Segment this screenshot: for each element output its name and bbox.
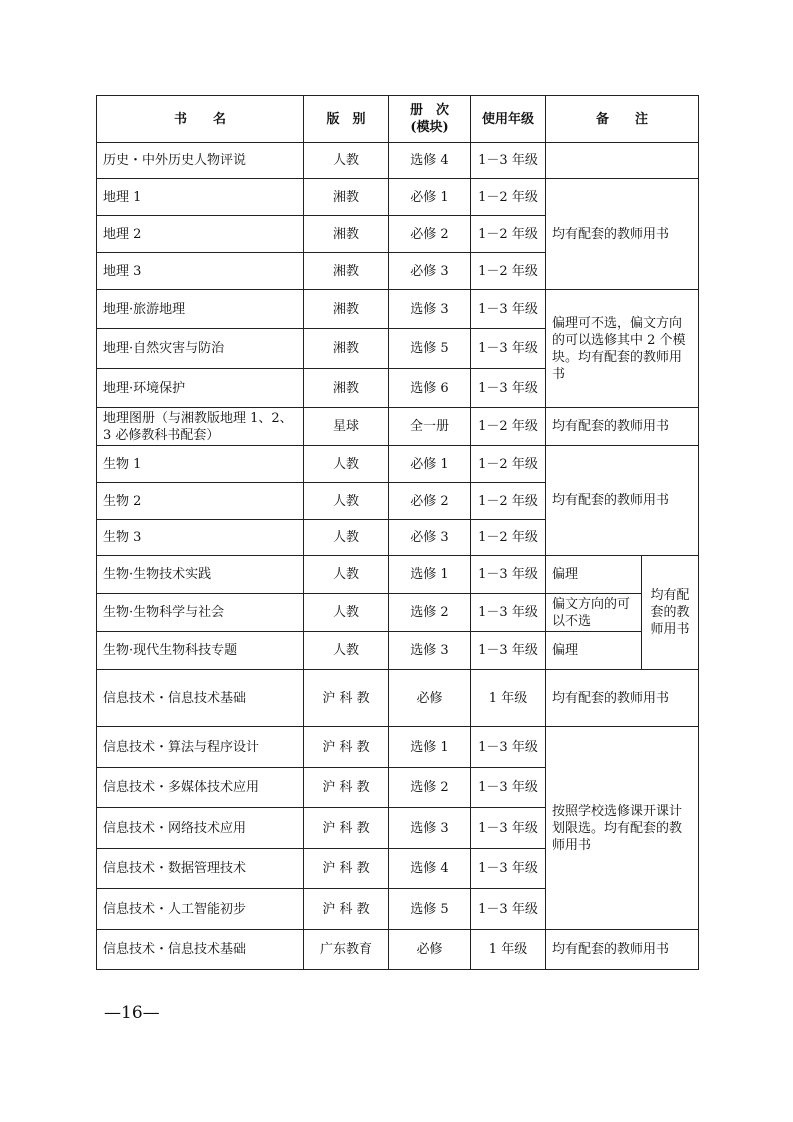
book-name: 信息技术・信息技术基础 — [97, 670, 304, 727]
page-number: —16— — [104, 1003, 160, 1023]
book-name: 地理·自然灾害与防治 — [97, 329, 304, 369]
table-row — [97, 179, 699, 216]
header-note: 备 注 — [546, 96, 699, 143]
book-grade: 1 年级 — [471, 930, 546, 970]
book-note: 按照学校选修课开课计划限选。均有配套的教师用书 — [546, 727, 699, 930]
header-volume-line2: (模块) — [410, 120, 449, 135]
book-edition: 湘教 — [304, 329, 389, 369]
book-name: 信息技术・人工智能初步 — [97, 889, 304, 930]
book-note: 均有配套的教师用书 — [546, 930, 699, 970]
book-note: 偏理可不选，偏文方向的可以选修其中 2 个模块。均有配套的教师用书 — [546, 290, 699, 408]
book-name: 地理 1 — [97, 179, 304, 216]
book-edition: 星球 — [304, 408, 389, 446]
book-name: 生物 1 — [97, 446, 304, 483]
book-grade: 1－2 年级 — [471, 483, 546, 520]
book-volume: 选修 4 — [389, 849, 471, 889]
book-volume: 选修 6 — [389, 369, 471, 408]
book-note: 均有配套的教师用书 — [546, 408, 699, 446]
book-volume: 选修 2 — [389, 768, 471, 808]
book-volume: 选修 1 — [389, 727, 471, 768]
header-grade: 使用年级 — [471, 96, 546, 143]
book-volume: 必修 3 — [389, 253, 471, 290]
book-note — [546, 143, 699, 179]
table-row — [97, 930, 699, 970]
book-volume: 必修 1 — [389, 179, 471, 216]
book-volume: 全一册 — [389, 408, 471, 446]
book-name: 信息技术・多媒体技术应用 — [97, 768, 304, 808]
book-name: 信息技术・信息技术基础 — [97, 930, 304, 970]
book-name: 生物·现代生物科技专题 — [97, 632, 304, 670]
book-grade: 1－3 年级 — [471, 594, 546, 632]
table-row — [97, 670, 699, 727]
table-row — [97, 408, 699, 446]
book-edition: 人教 — [304, 594, 389, 632]
book-grade: 1－3 年级 — [471, 329, 546, 369]
table-row — [97, 632, 699, 670]
book-grade: 1－3 年级 — [471, 808, 546, 849]
table-row — [97, 143, 699, 179]
book-name: 生物·生物技术实践 — [97, 556, 304, 594]
book-edition: 湘教 — [304, 369, 389, 408]
book-volume: 必修 2 — [389, 483, 471, 520]
book-name: 信息技术・网络技术应用 — [97, 808, 304, 849]
book-name: 生物·生物科学与社会 — [97, 594, 304, 632]
book-name: 信息技术・数据管理技术 — [97, 849, 304, 889]
header-volume-line1: 册 次 — [409, 103, 449, 118]
book-edition: 人教 — [304, 632, 389, 670]
book-grade: 1－2 年级 — [471, 446, 546, 483]
book-note: 均有配套的教师用书 — [546, 446, 699, 556]
book-grade: 1－3 年级 — [471, 768, 546, 808]
table-row — [97, 290, 699, 329]
textbook-table — [96, 95, 699, 970]
book-name: 生物 3 — [97, 520, 304, 556]
book-name: 地理·环境保护 — [97, 369, 304, 408]
book-volume: 选修 2 — [389, 594, 471, 632]
book-grade: 1－3 年级 — [471, 632, 546, 670]
book-volume: 必修 3 — [389, 520, 471, 556]
book-grade: 1 年级 — [471, 670, 546, 727]
book-edition: 人教 — [304, 446, 389, 483]
book-volume: 选修 5 — [389, 329, 471, 369]
book-note-sub: 偏文方向的可以不选 — [546, 594, 642, 632]
book-edition: 人教 — [304, 143, 389, 179]
book-edition: 湘教 — [304, 253, 389, 290]
book-grade: 1－3 年级 — [471, 290, 546, 329]
header-volume — [389, 96, 471, 143]
header-name: 书 名 — [97, 96, 304, 143]
book-edition: 人教 — [304, 483, 389, 520]
book-grade: 1－3 年级 — [471, 889, 546, 930]
book-grade: 1－2 年级 — [471, 179, 546, 216]
book-volume: 必修 2 — [389, 216, 471, 253]
book-edition: 沪 科 教 — [304, 670, 389, 727]
book-grade: 1－3 年级 — [471, 727, 546, 768]
table-row — [97, 446, 699, 483]
book-edition: 湘教 — [304, 216, 389, 253]
book-edition: 沪 科 教 — [304, 768, 389, 808]
book-volume: 选修 3 — [389, 632, 471, 670]
book-grade: 1－2 年级 — [471, 216, 546, 253]
book-name: 地理 2 — [97, 216, 304, 253]
table-row — [97, 594, 699, 632]
table-header-row — [97, 96, 699, 143]
book-volume: 必修 1 — [389, 446, 471, 483]
book-volume: 选修 4 — [389, 143, 471, 179]
book-name: 信息技术・算法与程序设计 — [97, 727, 304, 768]
book-edition: 广东教育 — [304, 930, 389, 970]
book-note-sub: 偏理 — [546, 556, 642, 594]
header-edition: 版 别 — [304, 96, 389, 143]
book-name: 地理 3 — [97, 253, 304, 290]
book-grade: 1－3 年级 — [471, 369, 546, 408]
book-grade: 1－2 年级 — [471, 253, 546, 290]
book-note-shared: 均有配套的教师用书 — [642, 556, 699, 670]
book-edition: 沪 科 教 — [304, 727, 389, 768]
book-grade: 1－3 年级 — [471, 849, 546, 889]
book-name: 生物 2 — [97, 483, 304, 520]
book-note: 均有配套的教师用书 — [546, 670, 699, 727]
book-grade: 1－3 年级 — [471, 556, 546, 594]
book-volume: 选修 3 — [389, 808, 471, 849]
book-name: 地理图册（与湘教版地理 1、2、3 必修教科书配套） — [97, 408, 304, 446]
book-volume: 选修 1 — [389, 556, 471, 594]
table-row — [97, 556, 699, 594]
book-name: 地理·旅游地理 — [97, 290, 304, 329]
book-edition: 沪 科 教 — [304, 849, 389, 889]
book-volume: 选修 5 — [389, 889, 471, 930]
table-row — [97, 727, 699, 768]
book-edition: 湘教 — [304, 290, 389, 329]
book-edition: 人教 — [304, 520, 389, 556]
book-grade: 1－2 年级 — [471, 408, 546, 446]
book-volume: 必修 — [389, 930, 471, 970]
book-volume: 必修 — [389, 670, 471, 727]
book-edition: 湘教 — [304, 179, 389, 216]
book-edition: 人教 — [304, 556, 389, 594]
book-note: 均有配套的教师用书 — [546, 179, 699, 290]
book-name: 历史・中外历史人物评说 — [97, 143, 304, 179]
book-grade: 1－3 年级 — [471, 143, 546, 179]
book-volume: 选修 3 — [389, 290, 471, 329]
book-note-sub: 偏理 — [546, 632, 642, 670]
book-edition: 沪 科 教 — [304, 808, 389, 849]
book-grade: 1－2 年级 — [471, 520, 546, 556]
book-edition: 沪 科 教 — [304, 889, 389, 930]
